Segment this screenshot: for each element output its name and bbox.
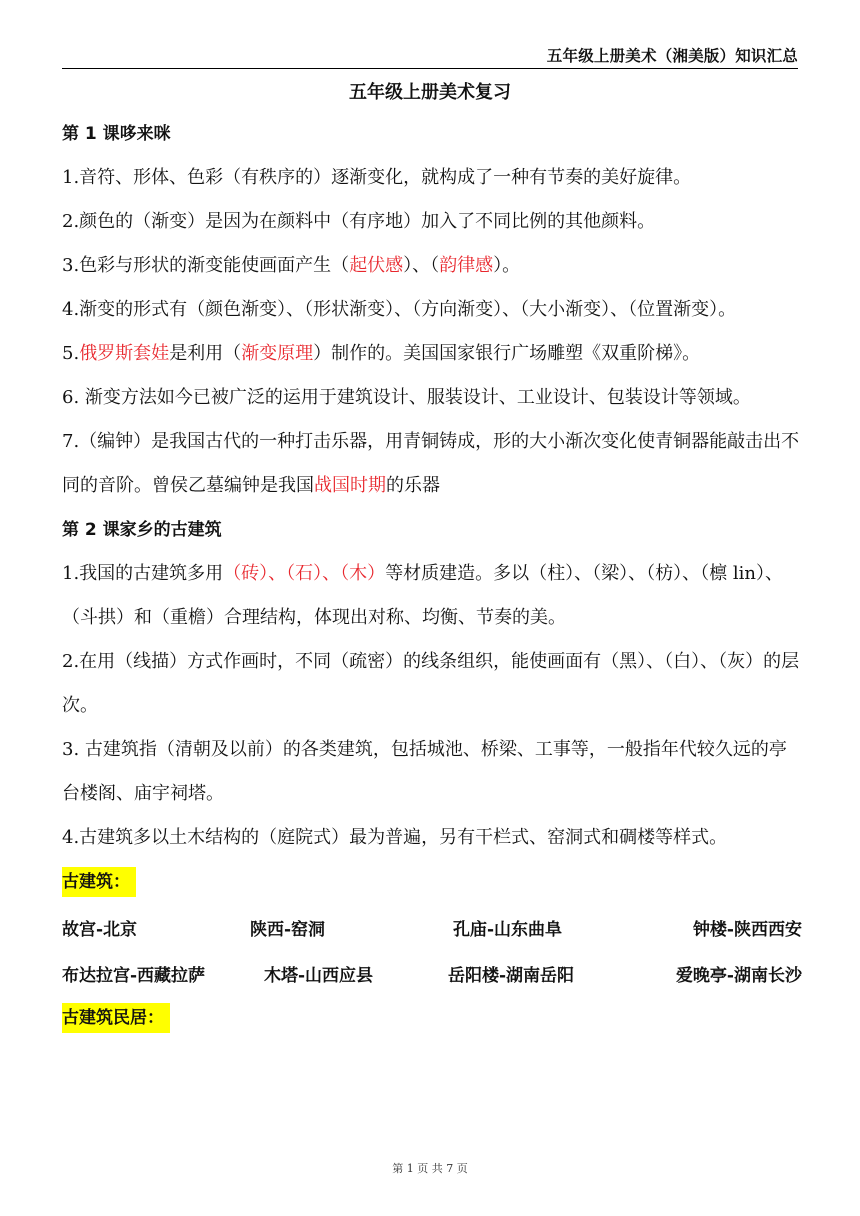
lesson2-item	[62, 728, 802, 816]
text-run: 等材质建造。多以（柱）、（梁）、（枋）、（檩 lin）、（斗拱）和（重檐）合理结构，体现出对称、均衡、节奏的美。	[62, 563, 784, 628]
ancient-buildings-row	[62, 904, 802, 950]
document-title: 五年级上册美术复习	[349, 82, 511, 103]
text-run: 5.	[62, 343, 80, 364]
page-header: 五年级上册美术（湘美版）知识汇总	[546, 47, 798, 65]
lesson2-item	[62, 816, 802, 860]
text-run: 4.渐变的形式有（颜色渐变）、（形状渐变）、（方向渐变）、（大小渐变）、（位置渐变）。	[62, 299, 737, 320]
document-body	[62, 112, 802, 1040]
page-footer: 第 1 页 共 7 页	[392, 1162, 468, 1175]
text-run: 2.颜色的（渐变）是因为在颜料中（有序地）加入了不同比例的其他颜料。	[62, 211, 656, 232]
lesson-1-items	[62, 156, 802, 508]
text-run: 3.色彩与形状的渐变能使画面产生（	[62, 255, 350, 276]
ancient-buildings-list	[62, 904, 802, 996]
lesson1-item	[62, 200, 802, 244]
text-run: 1.我国的古建筑多用	[62, 563, 224, 584]
ancient-building-entry: 孔庙-山东曲阜	[453, 919, 563, 940]
lesson1-item	[62, 420, 802, 508]
highlighted-term: 韵律感	[439, 255, 494, 276]
lesson2-item	[62, 552, 802, 640]
lesson1-item	[62, 244, 802, 288]
lesson1-item	[62, 288, 802, 332]
highlighted-term: 渐变原理	[241, 343, 314, 364]
residence-label-row	[62, 996, 802, 1040]
text-run: 4.古建筑多以土木结构的（庭院式）最为普遍，另有干栏式、窑洞式和碉楼等样式。	[62, 827, 728, 848]
ancient-buildings-row	[62, 950, 802, 996]
lesson1-item	[62, 156, 802, 200]
ancient-building-entry: 岳阳楼-湖南岳阳	[448, 965, 575, 986]
ancient-buildings-label: 古建筑：	[62, 867, 136, 897]
text-run: 的乐器	[386, 475, 440, 496]
ancient-building-entry: 陕西-窑洞	[250, 919, 326, 940]
ancient-building-entry: 钟楼-陕西西安	[692, 919, 802, 940]
text-run: 3. 古建筑指（清朝及以前）的各类建筑，包括城池、桥梁、工事等，一般指年代较久远的亭台楼阁、庙宇祠塔。	[62, 739, 787, 804]
text-run: 6. 渐变方法如今已被广泛的运用于建筑设计、服装设计、工业设计、包装设计等领域。	[62, 387, 751, 408]
lesson-1-heading: 第 1 课哆来咪	[62, 124, 171, 144]
lesson2-item	[62, 640, 802, 728]
ancient-building-entry: 布达拉宫-西藏拉萨	[62, 965, 206, 986]
text-run: 是利用（	[169, 343, 242, 364]
lesson1-item	[62, 376, 802, 420]
text-run: ）、（	[403, 255, 440, 276]
ancient-building-entry: 故宫-北京	[62, 919, 138, 940]
text-run: 1.音符、形体、色彩（有秩序的）逐渐变化，就构成了一种有节奏的美好旋律。	[62, 167, 692, 188]
lesson-2-items	[62, 552, 802, 860]
lesson-2-heading: 第 2 课家乡的古建筑	[62, 520, 222, 540]
header-rule	[62, 68, 798, 69]
text-run: ）。	[493, 255, 521, 276]
highlighted-term: （砖）、（石）、（木）	[223, 563, 386, 584]
residence-label: 古建筑民居：	[62, 1003, 170, 1033]
highlighted-term: 战国时期	[314, 475, 386, 496]
ancient-building-entry: 木塔-山西应县	[264, 965, 374, 986]
ancient-buildings-label-row	[62, 860, 802, 904]
lesson1-item	[62, 332, 802, 376]
highlighted-term: 俄罗斯套娃	[79, 343, 170, 364]
text-run: ）制作的。美国国家银行广场雕塑《双重阶梯》。	[313, 343, 701, 364]
text-run: 7.（编钟）是我国古代的一种打击乐器，用青铜铸成，形的大小渐次变化使青铜器能敲击出不同的音阶。曾侯乙墓编钟是我国	[62, 431, 800, 496]
ancient-building-entry: 爱晚亭-湖南长沙	[675, 965, 802, 986]
highlighted-term: 起伏感	[349, 255, 404, 276]
text-run: 2.在用（线描）方式作画时，不同（疏密）的线条组织，能使画面有（黑）、（白）、（灰）的层次。	[62, 651, 800, 716]
